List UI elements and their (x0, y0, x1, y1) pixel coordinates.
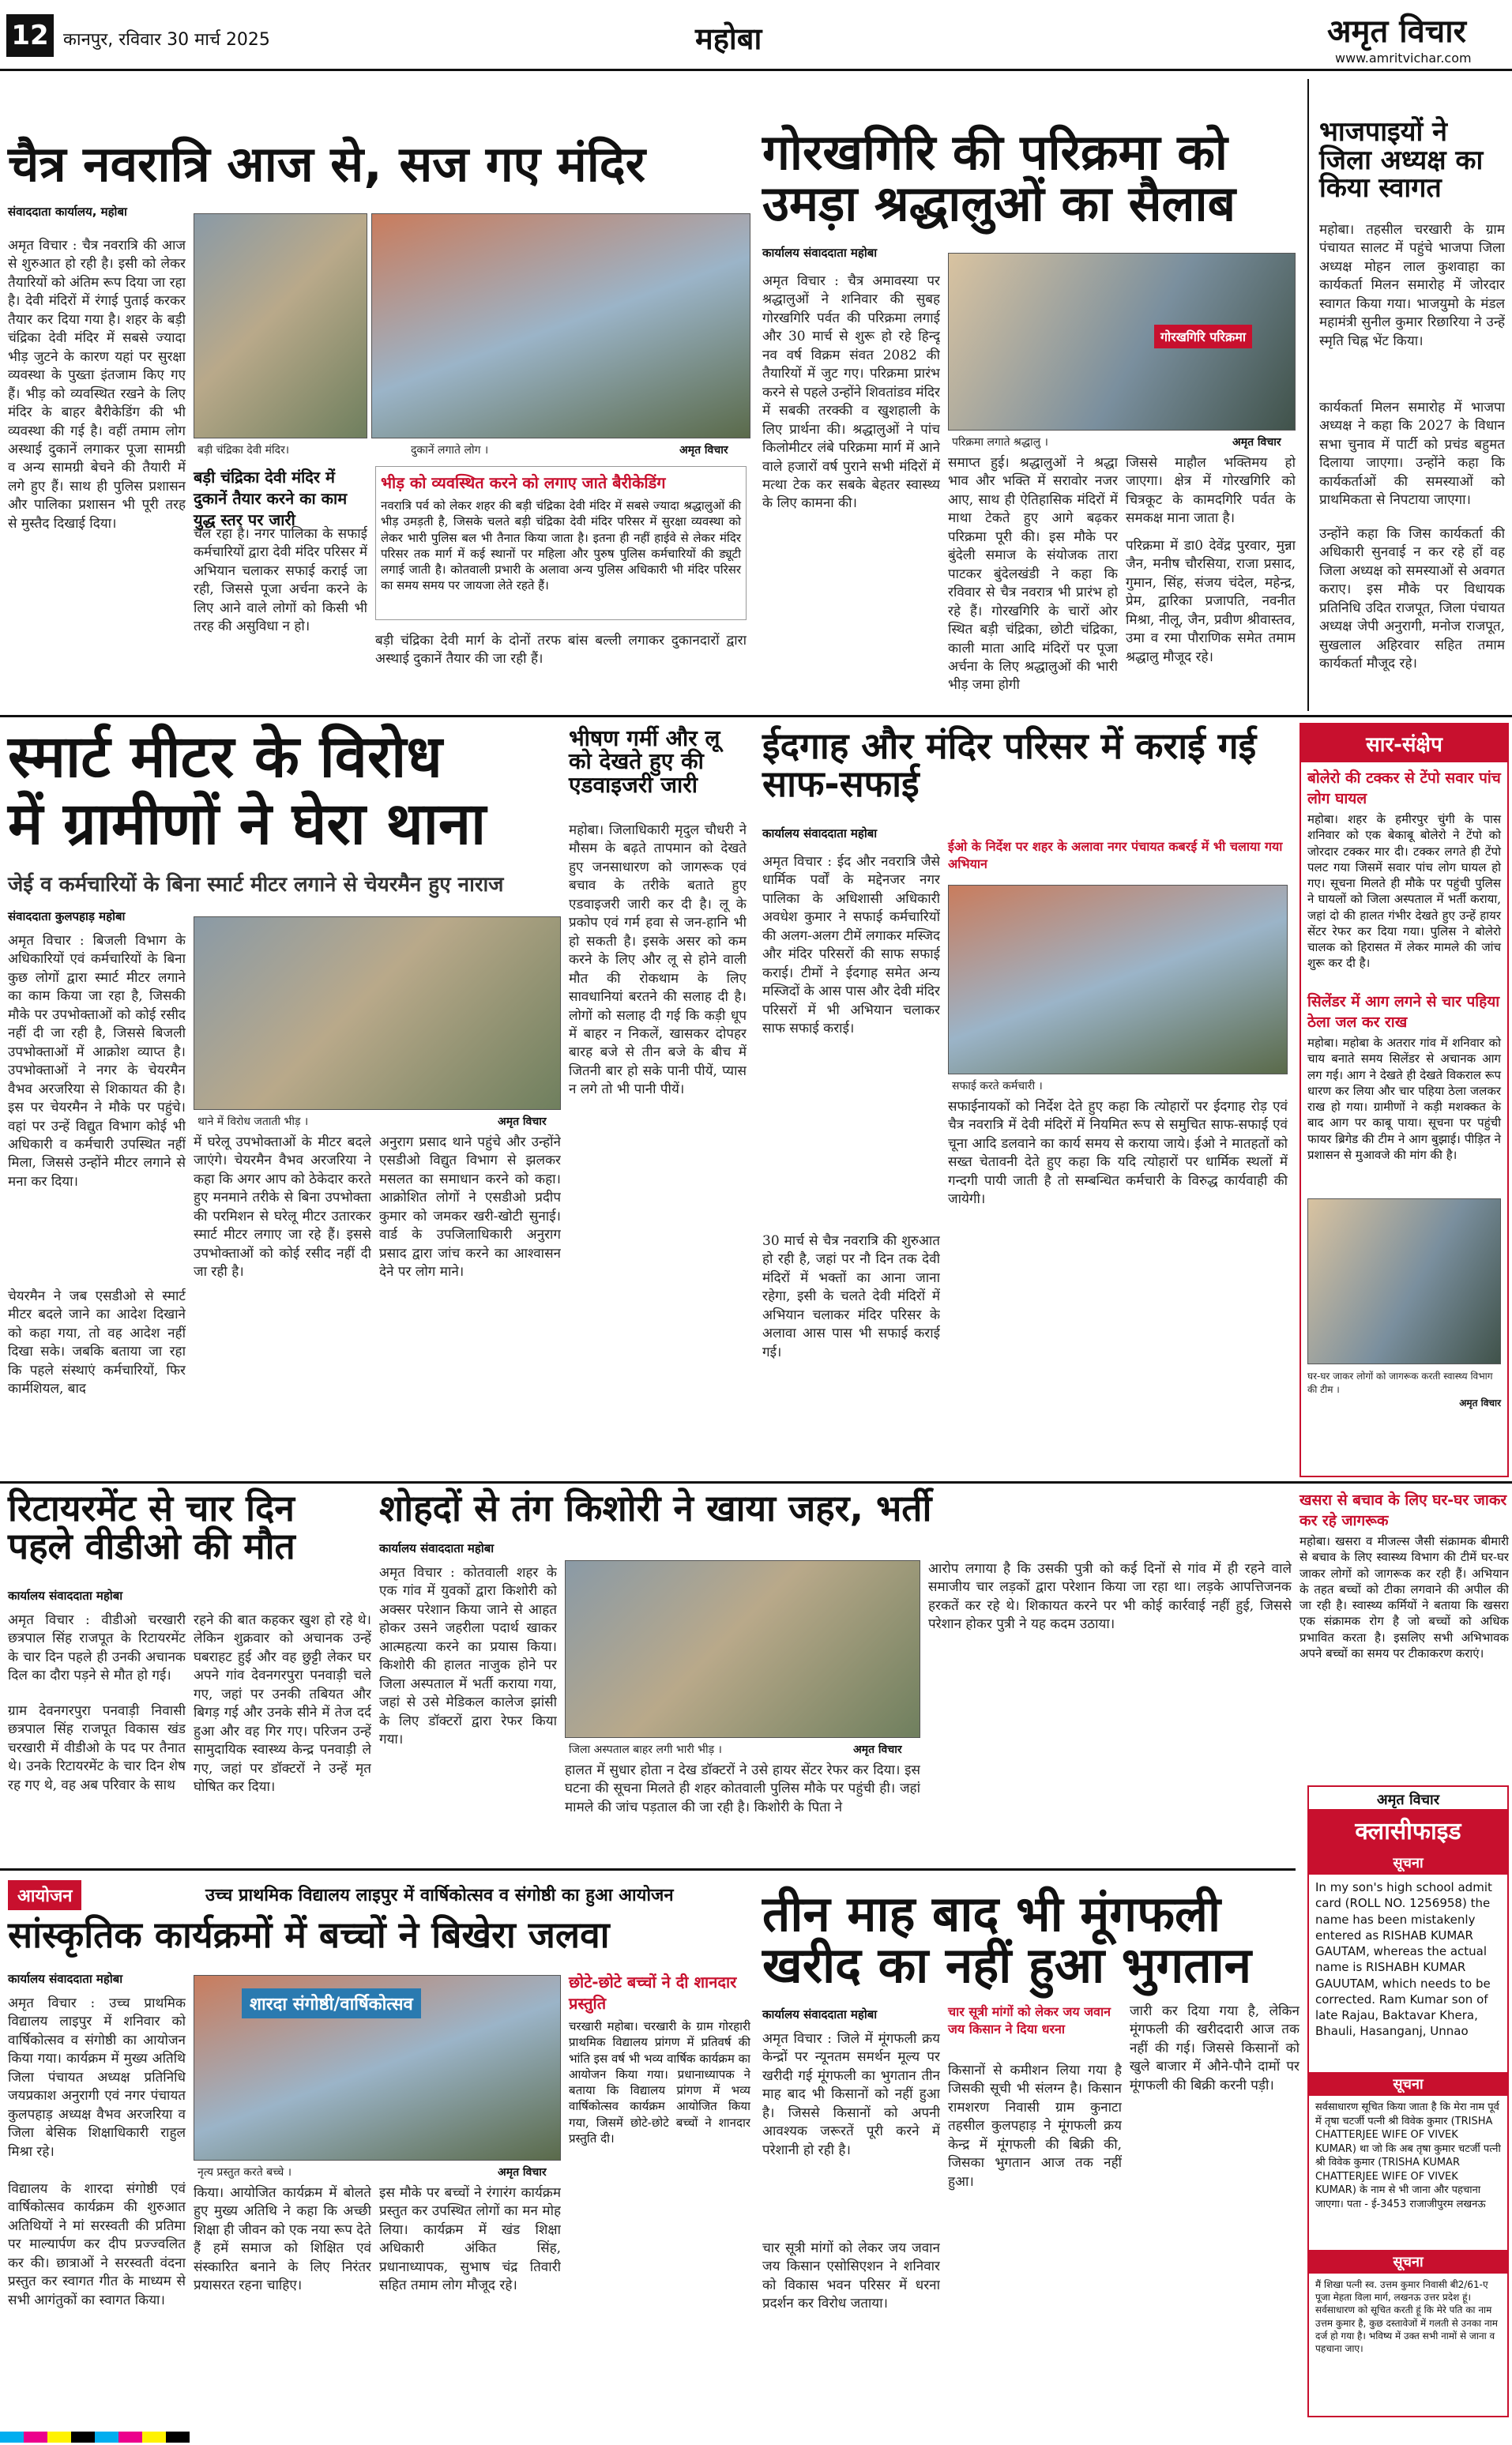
story1-photo-2 (371, 213, 750, 438)
story6-body-2: 30 मार्च से चैत्र नवरात्रि की शुरुआत हो रही है, जहां पर नौ दिन तक देवी मंदिरों में भक्तों का आना जाना रहेगा, इसी के चलते देवी मंदिरों में अभियान चलाकर मंदिर परिसर के अलावा आस पास भी सफाई कराई गई। (762, 1233, 940, 1360)
story9-tag: आयोजन (8, 1880, 81, 1910)
story1-box-head: भीड़ को व्यवस्थित करने को लगाए जाते बैरीकेडिंग (381, 473, 666, 492)
story9-box-body: चरखारी महोबा। चरखारी के ग्राम गोरहारी प्राथमिक विद्यालय प्रांगण में प्रतिवर्ष की भांति इस वर्ष भी भव्य वार्षिक कार्यक्रम का आयोजन किया गया। प्रधानाध्यापक ने बताया कि विद्यालय प्रांगण में भव्य वार्षिकोत्सव कार्यक्रम आयोजित किया गया, जिसमें छोटे-छोटे बच्चों ने शानदार प्रस्तुति दी। (569, 2019, 750, 2146)
story2-headline: गोरखगिरि की परिक्रमा को उमड़ा श्रद्धालुओं का सैलाब (762, 123, 1236, 233)
notice3-body: मैं शिखा पत्नी स्व. उत्तम कुमार निवासी बी2/61-ए पूजा मेहता विला मार्ग, लखनऊ उत्तर प्रदेश हूं। सर्वसाधारण को सूचित करती हूं कि मेरे पति का नाम उत्तम कुमार है, कुछ दस्तावेजों में गलती से उनका नाम दर्ज हो गया है। भविष्य में उक्त सभी नामों से जाना व पहचाना जाए। (1315, 2279, 1498, 2354)
story10-tag: चार सूत्री मांगों को लेकर जय जवान जय किसान ने दिया धरना (948, 2004, 1111, 2037)
story6-caption: सफाई करते कर्मचारी । (952, 1080, 1043, 1093)
story9-credit: अमृत विचार (498, 2166, 547, 2179)
story3-headline: भाजपाइयों ने जिला अध्यक्ष का किया स्वागत (1319, 116, 1484, 205)
story8-caption: जिला अस्पताल बाहर लगी भारी भीड़ । (569, 1743, 722, 1756)
sidebar-item1-body: महोबा। शहर के हमीरपुर चुंगी के पास शनिवार को एक बेकाबू बोलेरो ने टेंपो को जोरदार टक्कर मार दी। टक्कर लगते ही टेंपो पलट गया जिसमें सवार पांच लोग घायल हो गए। सूचना मिलते ही मौके पर पहुंची पुलिस ने घायलों को जिला अस्पताल में भर्ती कराया, जहां दो की हालत गंभीर देखते हुए उन्हें हायर सेंटर रेफर कर दिया गया। पुलिस ने बोलेरो चालक को हिरासत में लेकर मामले की जांच शुरू कर दी है। (1307, 812, 1501, 971)
story8-body-2: हालत में सुधार होता न देख डॉक्टरों ने उसे हायर सेंटर रेफर कर दिया। इस घटना की सूचना मिलते ही शहर कोतवाली पुलिस मौके पर पहुंची ही। जहां मामले की जांच पड़ताल की जा रही है। किशोरी के पिता ने (565, 1762, 920, 1815)
story6-body-3: सफाईनायकों को निर्देश देते हुए कहा कि त्योहारों पर ईदगाह रोड़ एवं चैत्र नवरात्रि में देवी मंदिरों में नियमित रूप से समुचित साफ-सफाई एवं चूना आदि डलवाने का कार्य समय से कराया जाये। ईओ ने मातहतों को सख्त चेतावनी देते हुए कहा कि यदि त्योहारों पर धार्मिक स्थलों में गन्दगी पायी जाती है तो सम्बन्धित कर्मचारी के विरुद्ध कार्यवाही की जायेगी। (948, 1099, 1288, 1208)
story4-body-1: अमृत विचार : बिजली विभाग के अधिकारियों एवं कर्मचारियों के बिना कुछ लोगों द्वारा स्मार्ट मीटर लगाने का काम किया जा रहा है, जिसकी मौके पर उपभोक्ताओं को कोई रसीद नहीं दी जा रही है, जिससे बिजली उपभोक्ताओं में आक्रोश व्याप्त है। उपभोक्ताओं ने नगर के चेयरमैन वैभव अरजरिया से शिकायत की है। इस पर चेयरमैन ने मौके पर पहुंचे। वहां पर उन्हें विद्युत विभाग कोई भी अधिकारी व कर्मचारी उपस्थित नहीं मिला, जिससे उन्होंने मीटर लगाने से मना कर दिया। (8, 933, 186, 1190)
story2-body-5: परिक्रमा में डा0 देवेंद्र पुरवार, मुन्ना जैन, मनीष चौरसिया, राजा प्रसाद, गुमान, सिंह, संजय चंदेल, महेन्द्र, प्रेम, द्वारिका प्रजापति, नवनीत मिश्रा, नीलू, जैन, प्रवीण श्रीवास्तव, उमा व रमा पौराणिक समेत तमाम श्रद्धालु मौजूद रहे। (1126, 538, 1296, 665)
classified-head: क्लासीफाइड (1309, 1809, 1507, 1851)
sidebar-item3 (1299, 1489, 1509, 1777)
story1-caption-2: दुकानें लगाते लोग । (411, 444, 489, 457)
story4-byline: संवाददाता कुलपहाड़ महोबा (8, 909, 126, 923)
story10-body-4: जारी कर दिया गया है, लेकिन मूंगफली की खरीददारी आज तक नहीं की गई। जिससे किसानों को खुले बाजार में औने-पौने दामों पर मूंगफली की बिक्री करनी पड़ी। (1130, 2003, 1299, 2093)
story8-credit: अमृत विचार (853, 1743, 902, 1756)
story1-photo-1 (194, 213, 367, 438)
story3-body-2: कार्यकर्ता मिलन समारोह में भाजपा अध्यक्ष ने कहा कि 2027 के विधान सभा चुनाव में पार्टी को प्रचंड बहुमत दिलाया जाएगा। उन्होंने कहा कि कार्यकर्ताओं की समस्याओं को प्राथमिकता से निपटाया जाएगा। (1319, 400, 1505, 509)
sidebar-credit: अमृत विचार (1459, 1397, 1501, 1409)
notice2-body: सर्वसाधारण सूचित किया जाता है कि मेरा नाम पूर्व में तृषा चटर्जी पत्नी श्री विवेक कुमार (TRISHA CHATTERJEE WIFE OF VIVEK KUMAR) था जो कि अब तृषा कुमार चटर्जी पत्नी श्री विवेक कुमार (TRISHA KUMAR CHATTERJEE WIFE OF VIVEK KUMAR) के नाम से भी जाना और पहचाना जाएगा। पता - ई-3453 राजाजीपुरम लखनऊ (1315, 2101, 1501, 2210)
story4-body-3: में घरेलू उपभोक्ताओं के मीटर बदले जाएंगे। चेयरमैन वैभव अरजरिया ने कहा कि अगर आप को ठेकेदार करते हुए मनमाने तरीके से बिना उपभोक्ता की परमिशन से घरेलू मीटर उतारकर स्मार्ट मीटर लगाए जा रहे हैं। इससे उपभोक्ताओं को कोई रसीद नहीं दी जा रही है। (194, 1134, 371, 1281)
story10-body-1: अमृत विचार : जिले में मूंगफली क्रय केन्द्रों पर न्यूनतम समर्थन मूल्य पर खरीदी गई मूंगफली का भुगतान तीन माह बाद भी किसानों को नहीं हुआ है। जिससे किसानों को अपनी आवश्यक जरूरतें पूरी करने में परेशानी हो रही है। (762, 2031, 940, 2158)
story7-byline: कार्यालय संवाददाता महोबा (8, 1589, 123, 1603)
sidebar-item2-head: सिलेंडर में आग लगने से चार पहिया ठेला जल कर राख (1307, 993, 1500, 1031)
story1-headline: चैत्र नवरात्रि आज से, सज गए मंदिर (8, 135, 646, 193)
story7-body-2: ग्राम देवनगरपुरा पनवाड़ी निवासी छत्रपाल सिंह राजपूत विकास खंड चरखारी में वीडीओ के पद पर तैनात थे। उनके रिटायरमेंट के चार दिन शेष रह गए थे, वह अब परिवार के साथ (8, 1703, 186, 1793)
story2-body-1: अमृत विचार : चैत्र अमावस्या पर श्रद्धालुओं ने शनिवार की सुबह गोरखगिरि पर्वत की परिक्रमा लगाई और 30 मार्च से शुरू हो रहे हिन्दू नव वर्ष विक्रम संवत 2082 की तैयारियों में जुट गए। परिक्रमा प्रारंभ करने से पहले उन्होंने शिवतांडव मंदिर में सबकी तरक्की व खुशहाली के लिए प्रार्थना की। श्रद्धालुओं ने पांच किलोमीटर लंबे परिक्रमा मार्ग में आने वाले हजारों वर्ष पुराने सभी मंदिरों में मत्था टेक कर सबके बेहतर स्वास्थ्य के लिए कामना की। (762, 273, 940, 512)
story1-box-body: नवरात्रि पर्व को लेकर शहर की बड़ी चंद्रिका देवी मंदिर में सबसे ज्यादा श्रद्धालुओं की भीड़ उमड़ती है, जिसके चलते बड़ी चंद्रिका देवी मंदिर परिसर में सुरक्षा व्यवस्था को लेकर भारी पुलिस बल भी तैनात किया जाता है। इतना ही नहीं हाईवे से लेकर मंदिर परिसर तक मार्ग में कई स्थानों पर महिला और पुरुष पुलिस कर्मचारियों की ड्यूटी लगाई जाती है। कोतवाली प्रभारी के अलावा अन्य पुलिस अधिकारी भी मंदिर परिसर का समय समय पर जायजा लेते रहते हैं। (381, 498, 741, 593)
story4-headline-1: स्मार्ट मीटर के विरोध (8, 723, 442, 791)
story9-caption: नृत्य प्रस्तुत करते बच्चे । (197, 2166, 292, 2179)
masthead-logo: अमृत विचार (1327, 13, 1466, 50)
story2-photo (948, 253, 1296, 431)
sidebar-box (1299, 723, 1509, 1477)
divider (0, 715, 1512, 717)
story1-credit: अमृत विचार (679, 444, 728, 457)
page-number: 12 (6, 14, 54, 57)
story9-body-3: किया। आयोजित कार्यक्रम में बोलते हुए मुख्य अतिथि ने कहा कि अच्छी शिक्षा ही जीवन को एक नया रूप देते हैं हमें समाज को शिक्षित एवं संस्कारित बनाने के लिए निरंतर प्रयासरत रहना चाहिए। (194, 2185, 371, 2294)
sidebar-item1-head: बोलेरो की टक्कर से टेंपो सवार पांच लोग घायल (1307, 769, 1501, 807)
story1-box (375, 466, 747, 620)
story4-caption: थाने में विरोध जताती भीड़ । (197, 1115, 309, 1128)
story8-body-3: आरोप लगाया है कि उसकी पुत्री को कई दिनों से गांव में ही रहने वाले समाजीय चार लड़कों द्वारा परेशान किया जा रहा था। लड़के आपत्तिजनक हरकतें कर रहे थे। शिकायत करने पर भी कोई कार्रवाई नहीं हुई, जिससे परेशान होकर पुत्री ने यह कदम उठाया। (928, 1561, 1292, 1633)
section-title: महोबा (695, 21, 762, 56)
story2-credit: अमृत विचार (1232, 436, 1281, 449)
column-rule (1307, 79, 1309, 711)
story5-body: महोबा। जिलाधिकारी मृदुल चौधरी ने मौसम के बढ़ते तापमान को देखते हुए जनसाधारण को जागरूक एवं बचाव के तरीके बताते हुए एडवाइजरी जारी कर दी है। लू के प्रकोप एवं गर्म हवा से जन-हानि भी हो सकती है। इसके असर को कम करने के लिए और लू से होने वाली मौत की रोकथाम के लिए सावधानियां बरतने की सलाह दी है। लोगों को सलाह दी गई कि कड़ी धूप में बाहर न निकलें, खासकर दोपहर बारह बजे से तीन बजे के बीच में जितनी बार हो सके पानी पीयें, प्यास न लगे तो भी पानी पीयें। (569, 822, 747, 1098)
story6-byline: कार्यालय संवाददाता महोबा (762, 826, 878, 841)
story3-body-3: उन्होंने कहा कि जिस कार्यकर्ता की अधिकारी सुनवाई न कर रहे हों वह जिला अध्यक्ष को समस्याओं से अवगत कराए। इस मौके पर विधायक प्रतिनिधि उदित राजपूत, जिला पंचायत अध्यक्ष जेपी अनुरागी, मनोज राजपूत, सुखलाल अहिरवार सहित तमाम कार्यकर्ता मौजूद रहे। (1319, 526, 1505, 672)
story8-byline: कार्यालय संवाददाता महोबा (379, 1541, 495, 1555)
story10-headline: तीन माह बाद भी मूंगफली खरीद का नहीं हुआ भुगतान (762, 1885, 1252, 1995)
story10-body-3: किसानों से कमीशन लिया गया है जिसकी सूची भी संलग्न है। किसान रामशरण निवासी ग्राम कुनाटा तहसील कुलपहाड़ ने मूंगफली क्रय केन्द्र में मूंगफली की बिक्री की, जिसका भुगतान आज तक नहीं हुआ। (948, 2063, 1122, 2190)
story4-body-2: चेयरमैन ने जब एसडीओ से स्मार्ट मीटर बदले जाने का आदेश दिखाने को कहा गया, तो वह आदेश नहीं दिखा सके। जबकि बताया जा रहा कि पहले संस्थाएं कर्मचारियों, फिर कार्मशियल, बाद (8, 1288, 186, 1397)
story1-byline: संवाददाता कार्यालय, महोबा (8, 205, 127, 219)
notice2-head: सूचना (1309, 2072, 1507, 2096)
story1-subhead: बड़ी चंद्रिका देवी मंदिर में दुकानें तैयार करने का काम युद्ध स्तर पर जारी (194, 468, 348, 529)
story9-photo (194, 1975, 561, 2161)
story7-body-1: अमृत विचार : वीडीओ चरखारी छत्रपाल सिंह राजपूत के रिटायरमेंट के चार दिन पहले ही उनकी अचानक दिल का दौरा पड़ने से मौत हो गई। (8, 1612, 186, 1684)
story9-box-head: छोटे-छोटे बच्चों ने दी शानदार प्रस्तुति (569, 1973, 737, 2013)
story6-tag: ईओ के निर्देश पर शहर के अलावा नगर पंचायत कबरई में भी चलाया गया अभियान (948, 839, 1283, 871)
story8-body-1: अमृत विचार : कोतवाली शहर के एक गांव में युवकों द्वारा किशोरी को अक्सर परेशान किया जाने से आहत होकर उसने जहरीला पदार्थ खाकर आत्महत्या करने का प्रयास किया। किशोरी की हालत नाजुक होने पर जिला अस्पताल में भर्ती कराया गया, जहां से उसे मेडिकल कालेज झांसी के लिए डॉक्टरों द्वारा रेफर किया गया। (379, 1565, 557, 1748)
story1-body-3: चल रहा है। नगर पालिका के सफाई कर्मचारियों द्वारा देवी मंदिर परिसर में अभियान चलाकर सफाई कराई जा रही, जिससे पूजा अर्चना करने के लिए आने वाले लोगों को किसी भी तरह की असुविधा न हो। (194, 526, 367, 635)
story9-body-1: अमृत विचार : उच्च प्राथमिक विद्यालय लाइपुर में शनिवार को वार्षिकोत्सव व संगोष्ठी का आयोजन किया गया। कार्यक्रम में मुख्य अतिथि जिला पंचायत अध्यक्ष प्रतिनिधि जयप्रकाश अनुरागी एवं नगर पंचायत कुलपहाड़ अध्यक्ष वैभव अरजरिया व जिला बेसिक शिक्षाधिकारी राहुल मिश्रा रहे। (8, 1995, 186, 2160)
divider (0, 1481, 1512, 1484)
story1-body-4: बड़ी चंद्रिका देवी मार्ग के दोनों तरफ बांस बल्ली लगाकर दुकानदारों द्वारा अस्थाई दुकानें तैयार की जा रही हैं। (375, 633, 747, 668)
divider (0, 1868, 1296, 1871)
story1-caption-1: बड़ी चंद्रिका देवी मंदिर। (197, 444, 290, 457)
story9-body-2: विद्यालय के शारदा संगोष्ठी एवं वार्षिकोत्सव कार्यक्रम की शुरुआत अतिथियों ने मां सरस्वती की प्रतिमा पर माल्यार्पण कर दीप प्रज्ज्वलित कर की। छात्राओं ने सरस्वती वंदना प्रस्तुत कर स्वागत गीत के माध्यम से सभी आगंतुकों का स्वागत किया। (8, 2181, 186, 2308)
story9-body-4: इस मौके पर बच्चों ने रंगारंग कार्यक्रम प्रस्तुत कर उपस्थित लोगों का मन मोह लिया। कार्यक्रम में खंड शिक्षा अधिकारी अंकित सिंह, प्रधानाध्यापक, सुभाष चंद्र तिवारी सहित तमाम लोग मौजूद रहे। (379, 2185, 561, 2294)
notice1-body: In my son's high school admit card (ROLL NO. 1256958) the name has been mistakenly entered as RISHAB KUMAR GAUTAM, whereas the actual name is RISHABH KUMAR GAUUTAM, which needs to be corrected. Ram Kumar son of late Rajau, Baktavar Khera, Bhauli, Hasanganj, Unnao (1315, 1880, 1492, 2039)
story3-body-1: महोबा। तहसील चरखारी के ग्राम पंचायत सालट में पहुंचे भाजपा जिला अध्यक्ष मोहन लाल कुशवाहा का कार्यकर्ता मिलन समारोह में जोरदार स्वागत किया गया। भाजयुमो के मंडल महामंत्री सुनील कुमार रिछारिया ने उन्हें स्मृति चिह्न भेंट किया। (1319, 222, 1505, 349)
sidebar-photo (1307, 1198, 1501, 1364)
classified-logo: अमृत विचार (1376, 1792, 1440, 1808)
sidebar-head: सार-संक्षेप (1301, 724, 1507, 762)
story2-caption: परिक्रमा लगाते श्रद्धालु । (952, 436, 1048, 449)
story10-body-2: चार सूत्री मांगों को लेकर जय जवान जय किसान एसोसिएशन ने शनिवार को विकास भवन परिसर में धरना प्रदर्शन कर विरोध जताया। (762, 2240, 940, 2312)
story6-headline: ईदगाह और मंदिर परिसर में कराई गई साफ-सफाई (762, 724, 1257, 806)
story9-banner: शारदा संगोष्ठी/वार्षिकोत्सव (242, 1988, 421, 2018)
story7-headline: रिटायरमेंट से चार दिन पहले वीडीओ की मौत (8, 1487, 295, 1568)
color-registration-bar (0, 2432, 190, 2443)
story8-photo (565, 1560, 920, 1738)
story1-body-1: अमृत विचार : चैत्र नवरात्रि की आज से शुरुआत हो रही है। इसी को लेकर तैयारियों को अंतिम रूप दिया जा रहा है। देवी मंदिरों में रंगाई पुताई करकर तैयार कर दिया गया है। शहर के बड़ी चंद्रिका देवी मंदिर में सबसे ज्यादा भीड़ जुटने के कारण यहां पर सुरक्षा व्यवस्था के पुख्ता इंतजाम किए गए हैं। भीड़ को व्यवस्थित रखने के लिए मंदिर के बाहर बैरीकेडिंग की भी व्यवस्था की गई है। वहीं तमाम लोग अस्थाई दुकानें लगाकर पूजा सामग्री व अन्य सामग्री बेचने की तैयारी में लगे हुए हैं। साथ ही पुलिस प्रशासन और पालिका प्रशासन भी पूरी तरह से मुस्तैद दिखाई दिया। (8, 238, 186, 532)
story4-subhead: जेई व कर्मचारियों के बिना स्मार्ट मीटर लगाने से चेयरमैन हुए नाराज (8, 873, 504, 897)
dateline: कानपुर, रविवार 30 मार्च 2025 (63, 30, 270, 50)
notice3-head: सूचना (1309, 2250, 1507, 2274)
notice1-head: सूचना (1309, 1851, 1507, 1875)
story2-banner: गोरखगिरि परिक्रमा (1154, 325, 1252, 348)
masthead-url[interactable]: www.amritvichar.com (1335, 51, 1472, 66)
story4-body-4: अनुराग प्रसाद थाने पहुंचे और उन्होंने एसडीओ विद्युत विभाग से झलकर मसलत का समाधान करने को कहा। आक्रोशित लोगों ने एसडीओ प्रदीप कुमार को जमकर खरी-खोटी सुनाई। वार्ड के उपजिलाधिकारी अनुराग प्रसाद द्वारा जांच करने का आश्वासन देने पर लोग माने। (379, 1134, 561, 1281)
sidebar-item3-body: महोबा। खसरा व मीजल्स जैसी संक्रामक बीमारी से बचाव के लिए स्वास्थ्य विभाग की टीमें घर-घर जाकर लोगों को जागरूक कर रही हैं। अभियान के तहत बच्चों को टीका लगवाने की अपील की जा रही है। स्वास्थ्य कर्मियों ने बताया कि खसरा एक संक्रामक रोग है जो बच्चों को अधिक प्रभावित करता है। इसलिए सभी अभिभावक अपने बच्चों का समय पर टीकाकरण कराएं। (1299, 1534, 1509, 1661)
story9-byline: कार्यालय संवाददाता महोबा (8, 1972, 123, 1986)
classified-box (1307, 1785, 1509, 2417)
story6-photo (948, 885, 1288, 1074)
story6-body-1: अमृत विचार : ईद और नवरात्रि जैसे धार्मिक पर्वों के मद्देनजर नगर पालिका के अधिशासी अधिकारी अवधेश कुमार ने सफाई कर्मचारियों की अलग-अलग टीमें लगाकर मस्जिद और मंदिर परिसरों की साफ सफाई कराई। टीमों ने ईदगाह समेत अन्य मस्जिदों के आस पास और देवी मंदिर परिसरों में भी अभियान चलाकर साफ सफाई कराई। (762, 854, 940, 1037)
story9-headline: सांस्कृतिक कार्यक्रमों में बच्चों ने बिखेरा जलवा (8, 1913, 610, 1956)
sidebar-item2-body: महोबा। महोबा के अतरार गांव में शनिवार को चाय बनाते समय सिलेंडर से अचानक आग लग गई। आग ने देखते ही देखते विकराल रूप धारण कर लिया और चार पहिया ठेला जलकर राख हो गया। ग्रामीणों ने कड़ी मशक्कत के बाद आग पर काबू पाया। सूचना पर पहुंची फायर ब्रिगेड की टीम ने आग बुझाई। पीड़ित ने प्रशासन से मुआवजे की मांग की है। (1307, 1036, 1501, 1162)
story8-headline: शोहदों से तंग किशोरी ने खाया जहर, भर्ती (379, 1487, 932, 1529)
story4-headline-2: में ग्रामीणों ने घेरा थाना (8, 790, 487, 858)
story7-body-3: रहने की बात कहकर खुश हो रहे थे। लेकिन शुक्रवार को अचानक उन्हें घबराहट हुई और वह छुट्टी लेकर घर अपने गांव देवनगरपुरा पनवाड़ी चले गए, जहां पर उनकी तबियत और बिगड़ गई और उनके सीने में तेज दर्द हुआ और वह गिर गए। परिजन उन्हें सामुदायिक स्वास्थ्य केन्द्र पनवाड़ी ले गए, जहां पर डॉक्टरों ने उन्हें मृत घोषित कर दिया। (194, 1612, 371, 1796)
story2-body-4: जिससे माहौल भक्तिमय हो जाएगा। क्षेत्र में गोरखगिरि को चित्रकूट के कामदगिरि पर्वत के समकक्ष माना जाता है। (1126, 455, 1296, 527)
story2-byline: कार्यालय संवाददाता महोबा (762, 246, 878, 260)
story4-photo (194, 916, 561, 1110)
story2-body-3: समाप्त हुई। श्रद्धालुओं ने श्रद्धा भाव और भक्ति में सरावोर नजर आए, साथ ही ऐतिहासिक मंदिरों में माथा टेकते हुए आगे बढ़कर परिक्रमा पूरी की। इस मौके पर बुंदेली समाज के संयोजक तारा पाटकर बुंदेलखंडी ने कहा कि रविवार से चैत्र नवरात्र भी प्रारंभ हो रहे हैं। गोरखगिरि के चारों ओर स्थित बड़ी चंद्रिका, छोटी चंद्रिका, काली माता आदि मंदिरों पर पूजा अर्चना के लिए श्रद्धालुओं की भारी भीड़ जमा होगी (948, 455, 1118, 694)
masthead (0, 0, 1512, 71)
sidebar-item3-head: खसरा से बचाव के लिए घर-घर जाकर कर रहे जागरूक (1299, 1491, 1507, 1529)
story9-box (569, 1971, 750, 2421)
story5-headline: भीषण गर्मी और लू को देखते हुए की एडवाइजरी जारी (569, 725, 720, 798)
story10-byline: कार्यालय संवाददाता महोबा (762, 2007, 878, 2022)
story9-tagline: उच्च प्राथमिक विद्यालय लाइपुर में वार्षिकोत्सव व संगोष्ठी का हुआ आयोजन (205, 1886, 674, 1905)
story4-credit: अमृत विचार (498, 1115, 547, 1128)
sidebar-photo-caption: घर-घर जाकर लोगों को जागरूक करती स्वास्थ्य विभाग की टीम । (1307, 1371, 1493, 1395)
